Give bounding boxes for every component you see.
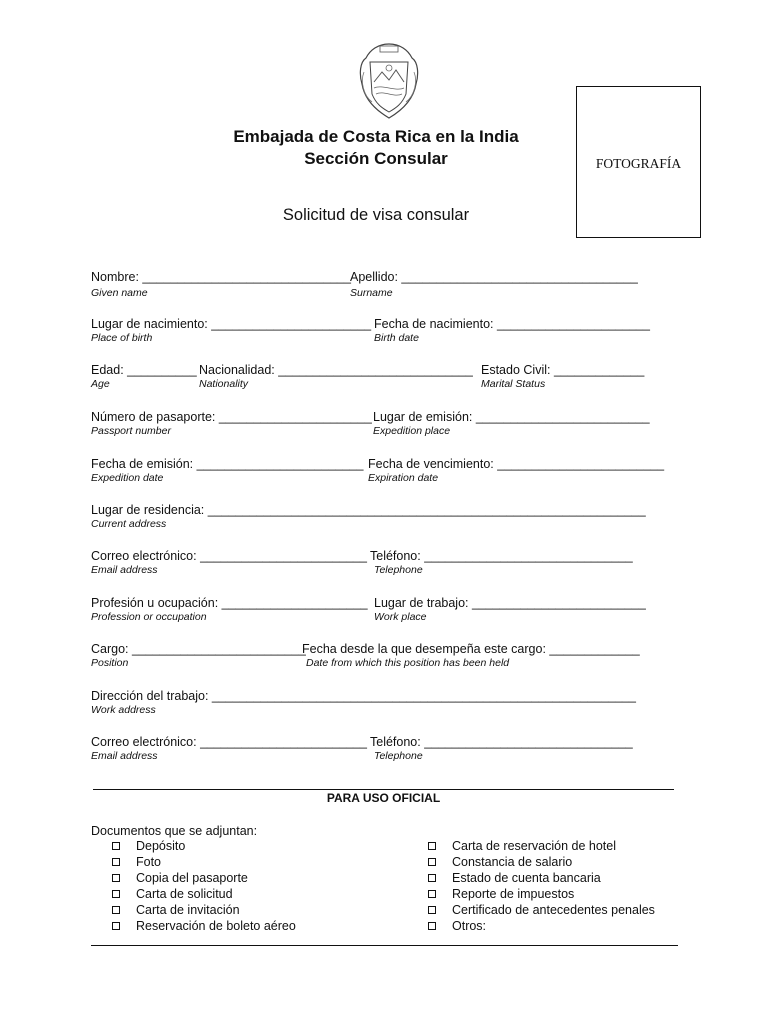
documents-right-list [428, 839, 655, 935]
work-email-sublabel: Email address [91, 750, 158, 762]
age-field[interactable]: Edad: __________ [91, 363, 197, 377]
work-place-field[interactable]: Lugar de trabajo: _________________________ [374, 596, 646, 610]
current-address-field[interactable]: Lugar de residencia: _______________________________________________________________ [91, 503, 646, 517]
photo-label: FOTOGRAFÍA [595, 156, 682, 171]
divider-bottom [91, 945, 678, 946]
expedition-place-sublabel: Expedition place [373, 425, 451, 437]
expedition-place-field[interactable]: Lugar de emisión: _________________________ [373, 410, 650, 424]
checkbox-icon[interactable] [428, 906, 436, 914]
email-sublabel: Email address [91, 564, 158, 576]
doc-checkbox-item[interactable]: Reporte de impuestos [428, 887, 655, 903]
doc-checkbox-item[interactable]: Otros: [428, 919, 655, 935]
documents-left-list [112, 839, 296, 935]
embassy-title: Embajada de Costa Rica en la India [233, 127, 519, 146]
work-address-field[interactable]: Dirección del trabajo: _____________________________________________________________ [91, 689, 636, 703]
position-since-field[interactable]: Fecha desde la que desempeña este cargo: _____________ [302, 642, 640, 656]
doc-checkbox-item[interactable]: Certificado de antecedentes penales [428, 903, 655, 919]
email-field[interactable]: Correo electrónico: ________________________ [91, 549, 367, 563]
telephone-field[interactable]: Teléfono: ______________________________ [370, 549, 633, 563]
work-place-sublabel: Work place [374, 611, 427, 623]
work-telephone-field[interactable]: Teléfono: ______________________________ [370, 735, 633, 749]
position-since-sublabel: Date from which this position has been held [306, 657, 510, 669]
given-name-sublabel: Given name [91, 287, 148, 299]
checkbox-icon[interactable] [428, 874, 436, 882]
surname-field[interactable]: Apellido: __________________________________ [350, 270, 638, 284]
checkbox-icon[interactable] [112, 842, 120, 850]
birth-place-sublabel: Place of birth [91, 332, 153, 344]
expedition-date-sublabel: Expedition date [91, 472, 164, 484]
checkbox-icon[interactable] [112, 858, 120, 866]
checkbox-icon[interactable] [428, 890, 436, 898]
section-title: Sección Consular [304, 149, 448, 168]
doc-checkbox-item[interactable]: Reservación de boleto aéreo [112, 919, 296, 935]
official-use-title: PARA USO OFICIAL [326, 791, 441, 805]
checkbox-icon[interactable] [112, 922, 120, 930]
position-sublabel: Position [91, 657, 129, 669]
marital-status-field[interactable]: Estado Civil: _____________ [481, 363, 645, 377]
checkbox-icon[interactable] [428, 922, 436, 930]
checkbox-icon[interactable] [112, 890, 120, 898]
doc-checkbox-item[interactable]: Copia del pasaporte [112, 871, 296, 887]
photo-box [576, 86, 701, 238]
position-field[interactable]: Cargo: _________________________ [91, 642, 306, 656]
doc-checkbox-item[interactable]: Depósito [112, 839, 296, 855]
current-address-sublabel: Current address [91, 518, 167, 530]
work-telephone-sublabel: Telephone [374, 750, 423, 762]
surname-sublabel: Surname [350, 287, 393, 299]
checkbox-icon[interactable] [112, 874, 120, 882]
coat-of-arms-seal [356, 42, 422, 120]
doc-checkbox-item[interactable]: Constancia de salario [428, 855, 655, 871]
attached-documents-label: Documentos que se adjuntan: [91, 824, 258, 838]
passport-number-field[interactable]: Número de pasaporte: ______________________ [91, 410, 372, 424]
nationality-sublabel: Nationality [199, 378, 249, 390]
form-title: Solicitud de visa consular [282, 206, 470, 224]
marital-status-sublabel: Marital Status [481, 378, 546, 390]
birth-place-field[interactable]: Lugar de nacimiento: _______________________ [91, 317, 372, 331]
passport-number-sublabel: Passport number [91, 425, 171, 437]
doc-checkbox-item[interactable]: Foto [112, 855, 296, 871]
telephone-sublabel: Telephone [374, 564, 423, 576]
birth-date-field[interactable]: Fecha de nacimiento: ______________________ [374, 317, 650, 331]
expedition-date-field[interactable]: Fecha de emisión: ________________________ [91, 457, 364, 471]
nationality-field[interactable]: Nacionalidad: ____________________________ [199, 363, 473, 377]
birth-date-sublabel: Birth date [374, 332, 419, 344]
expiration-date-field[interactable]: Fecha de vencimiento: ________________________ [368, 457, 665, 471]
profession-field[interactable]: Profesión u ocupación: _____________________ [91, 596, 368, 610]
doc-checkbox-item[interactable]: Carta de solicitud [112, 887, 296, 903]
checkbox-icon[interactable] [428, 842, 436, 850]
expiration-date-sublabel: Expiration date [368, 472, 439, 484]
doc-checkbox-item[interactable]: Carta de reservación de hotel [428, 839, 655, 855]
profession-sublabel: Profession or occupation [91, 611, 207, 623]
work-address-sublabel: Work address [91, 704, 156, 716]
age-sublabel: Age [91, 378, 110, 390]
divider-top [93, 789, 674, 790]
checkbox-icon[interactable] [112, 906, 120, 914]
work-email-field[interactable]: Correo electrónico: ________________________ [91, 735, 367, 749]
given-name-field[interactable]: Nombre: ______________________________ [91, 270, 351, 284]
doc-checkbox-item[interactable]: Estado de cuenta bancaria [428, 871, 655, 887]
checkbox-icon[interactable] [428, 858, 436, 866]
doc-checkbox-item[interactable]: Carta de invitación [112, 903, 296, 919]
